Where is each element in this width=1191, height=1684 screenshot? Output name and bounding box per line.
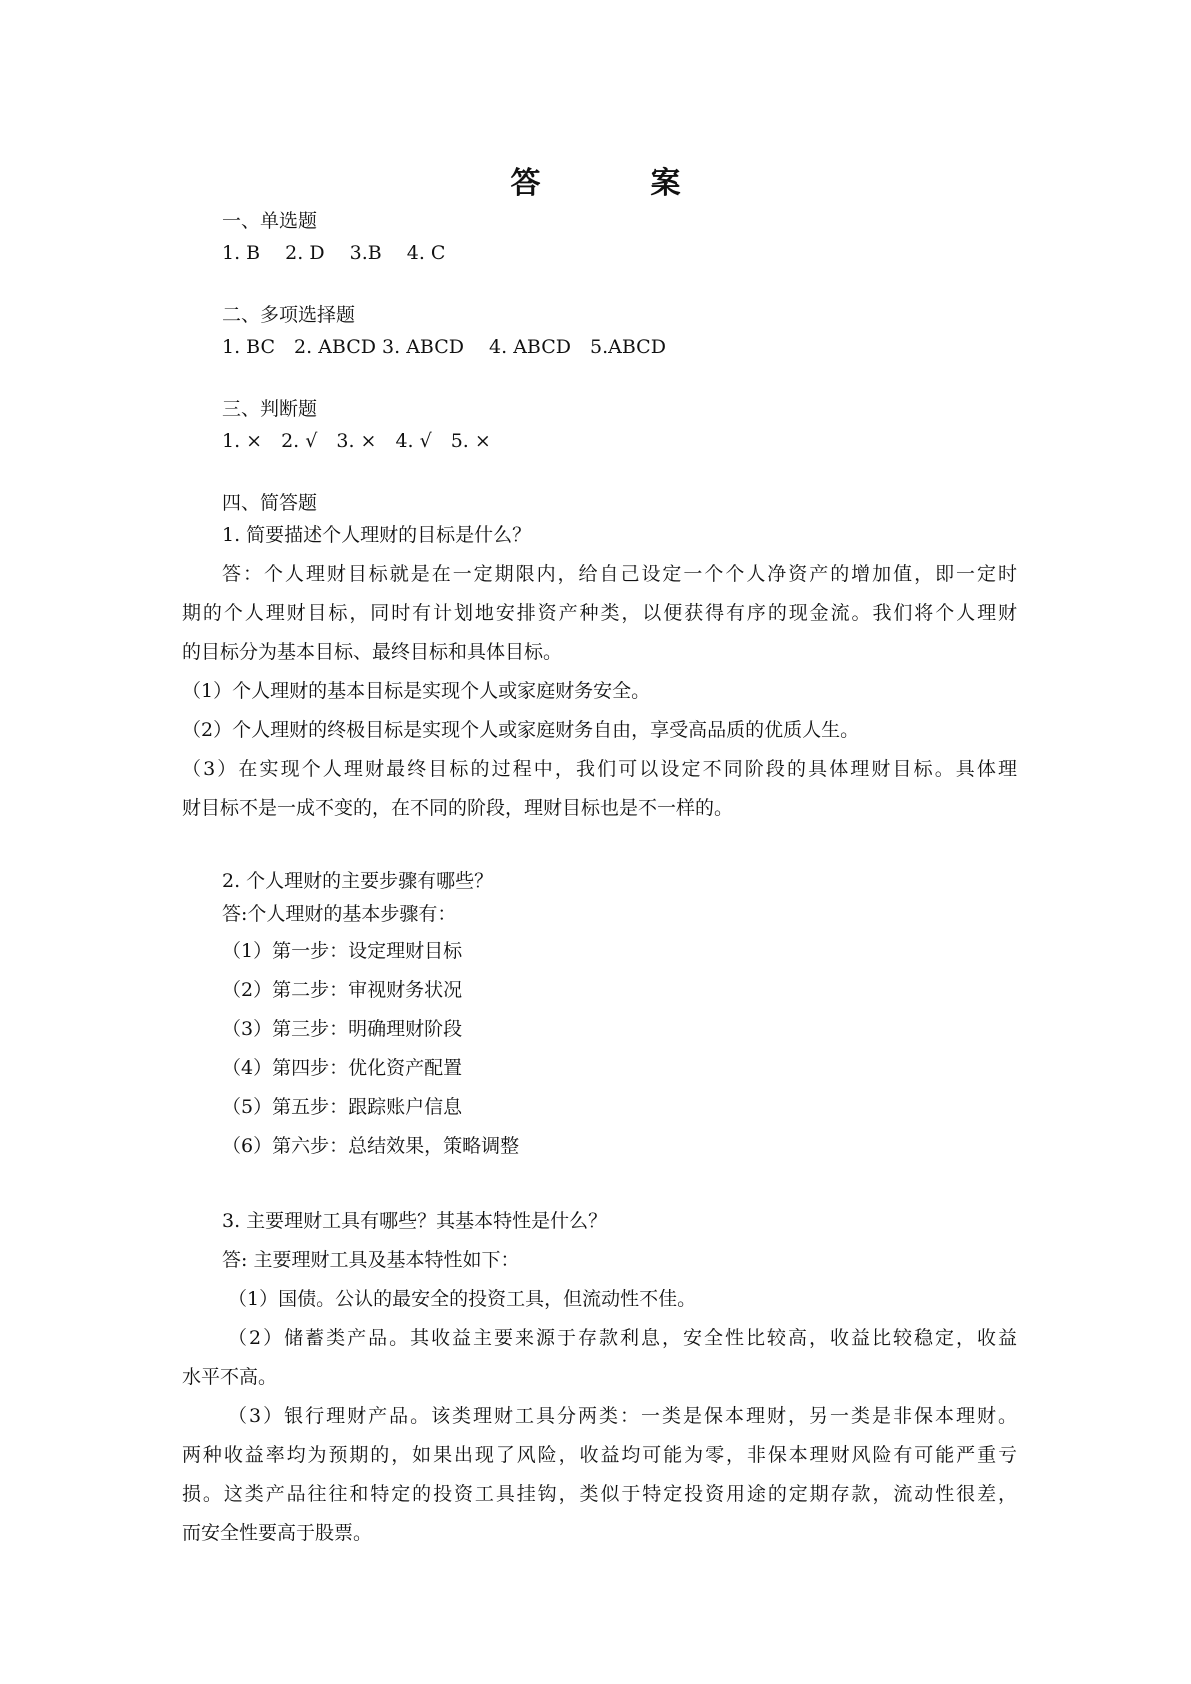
q2-step: （1）第一步：设定理财目标 <box>222 940 463 962</box>
q2-intro: 答:个人理财的基本步骤有： <box>222 903 457 925</box>
q2-step: （5）第五步：跟踪账户信息 <box>222 1096 463 1118</box>
q2-step: （4）第四步：优化资产配置 <box>222 1057 463 1079</box>
q2-step: （6）第六步：总结效果，策略调整 <box>222 1135 520 1157</box>
q1-answer-line: （1）个人理财的基本目标是实现个人或家庭财务安全。 <box>182 680 651 702</box>
q3-answer-line: （2）储蓄类产品。其收益主要来源于存款利息，安全性比较高，收益比较稳定，收益 <box>228 1327 1017 1349</box>
q1-answer-line: 答：个人理财目标就是在一定期限内，给自己设定一个个人净资产的增加值，即一定时 <box>222 563 1017 585</box>
q2-step: （3）第三步：明确理财阶段 <box>222 1018 463 1040</box>
section-heading-single-choice: 一、单选题 <box>222 210 318 232</box>
q2-step: （2）第二步：审视财务状况 <box>222 979 463 1001</box>
q3-answer-line: 答: 主要理财工具及基本特性如下： <box>222 1249 520 1271</box>
page-title: 答 案 <box>510 166 721 201</box>
question-3: 3. 主要理财工具有哪些？其基本特性是什么？ <box>222 1210 608 1232</box>
q1-answer-line: 期的个人理财目标，同时有计划地安排资产种类，以便获得有序的现金流。我们将个人理财 <box>182 602 1017 624</box>
q1-answer-line: （3）在实现个人理财最终目标的过程中，我们可以设定不同阶段的具体理财目标。具体理 <box>182 758 1017 780</box>
question-1: 1. 简要描述个人理财的目标是什么？ <box>222 524 532 546</box>
true-false-answers: 1. × 2. √ 3. × 4. √ 5. × <box>222 430 491 452</box>
question-2: 2. 个人理财的主要步骤有哪些？ <box>222 870 494 892</box>
section-heading-short-answer: 四、简答题 <box>222 492 318 514</box>
q3-answer-line: （1）国债。公认的最安全的投资工具，但流动性不佳。 <box>228 1288 697 1310</box>
single-choice-answers: 1. B 2. D 3.B 4. C <box>222 242 446 264</box>
section-heading-true-false: 三、判断题 <box>222 398 318 420</box>
q3-answer-line: 损。这类产品往往和特定的投资工具挂钩，类似于特定投资用途的定期存款，流动性很差， <box>182 1483 1017 1505</box>
multi-choice-answers: 1. BC 2. ABCD 3. ABCD 4. ABCD 5.ABCD <box>222 336 666 358</box>
q1-answer-line: 的目标分为基本目标、最终目标和具体目标。 <box>182 641 563 663</box>
q3-answer-line: 而安全性要高于股票。 <box>182 1522 373 1544</box>
q1-answer-line: 财目标不是一成不变的，在不同的阶段，理财目标也是不一样的。 <box>182 797 734 819</box>
q3-answer-line: 两种收益率均为预期的，如果出现了风险，收益均可能为零，非保本理财风险有可能严重亏 <box>182 1444 1017 1466</box>
q1-answer-line: （2）个人理财的终极目标是实现个人或家庭财务自由，享受高品质的优质人生。 <box>182 719 860 741</box>
q3-answer-line: （3）银行理财产品。该类理财工具分两类：一类是保本理财，另一类是非保本理财。 <box>228 1405 1017 1427</box>
q3-answer-line: 水平不高。 <box>182 1366 278 1388</box>
section-heading-multi-choice: 二、多项选择题 <box>222 304 356 326</box>
